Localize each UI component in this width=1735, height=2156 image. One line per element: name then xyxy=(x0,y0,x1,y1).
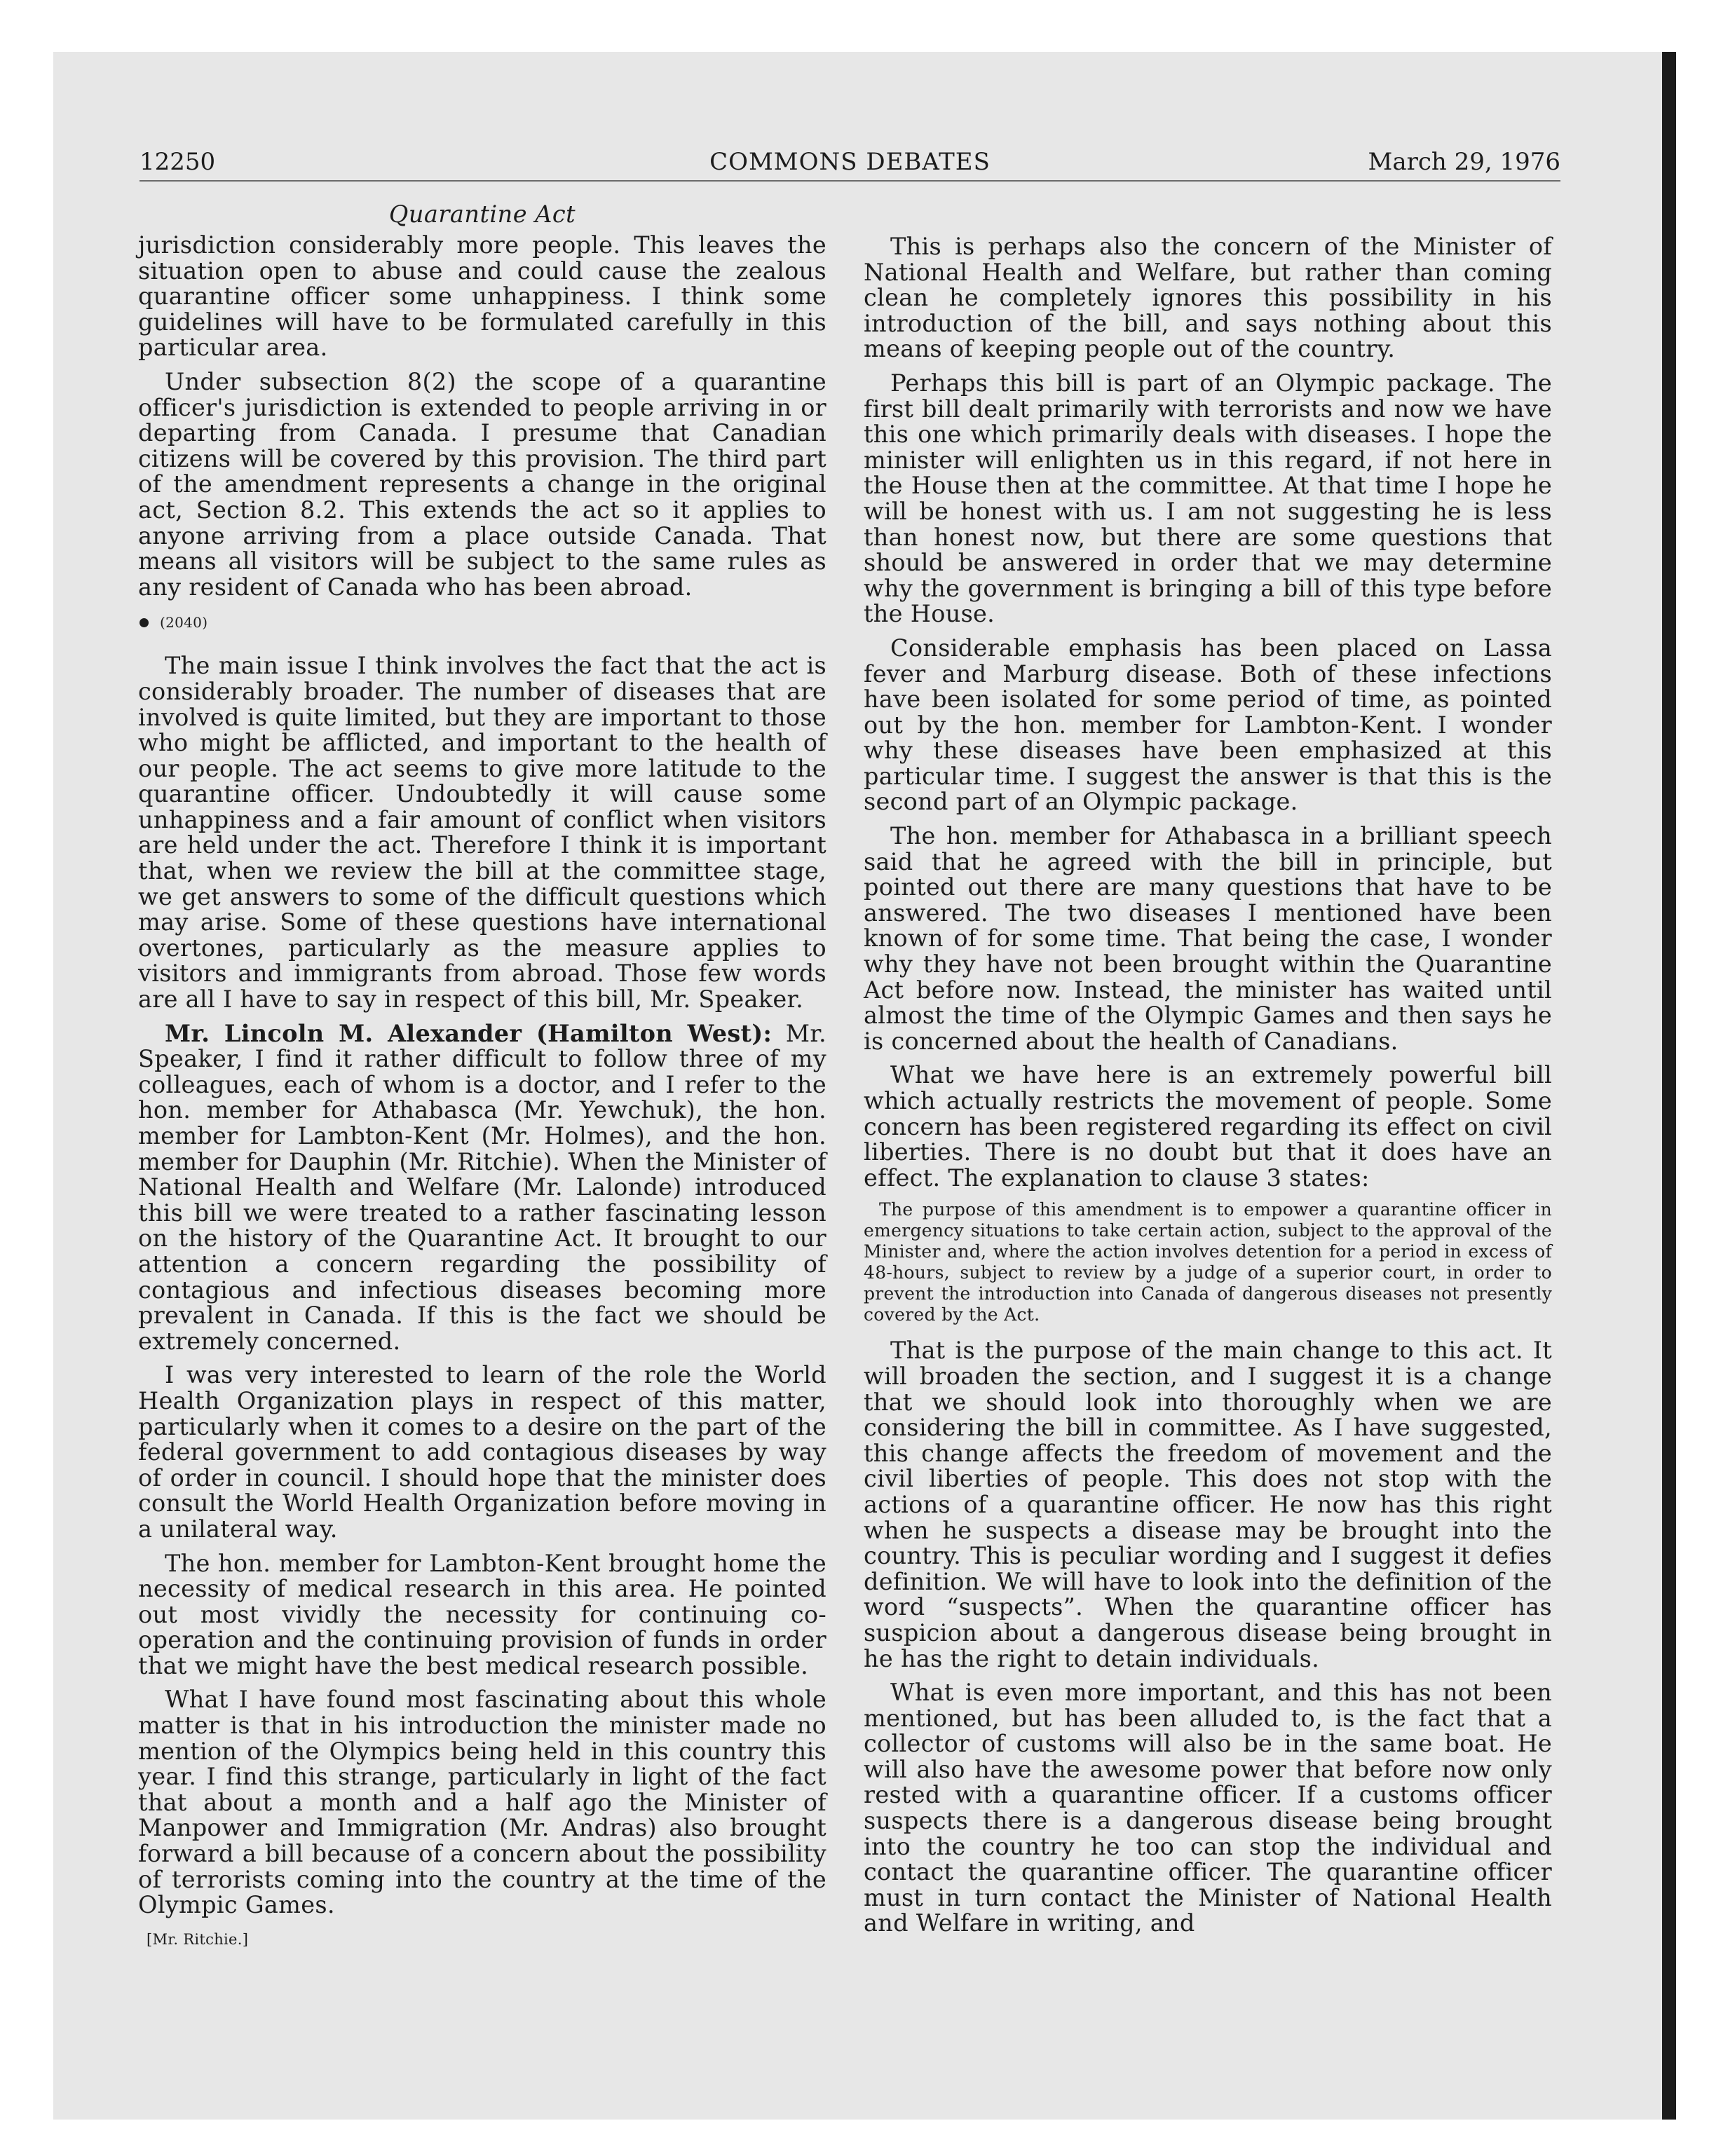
issue-date: March 29, 1976 xyxy=(1368,148,1560,176)
page-number: 12250 xyxy=(140,148,216,176)
block-quote: The purpose of this amendment is to empower a quarantine officer in emergency situations to take certain action, subject to the approval of the Minister and, where the action involves detention for a period in excess of 48-hours, subject to review by a judge of a superior court, in order to prevent the introduction into Canada of dangerous diseases not presently covered by the Act. xyxy=(864,1199,1552,1325)
paragraph: Perhaps this bill is part of an Olympic package. The first bill dealt primarily with terrorists and now we have this one which primarily deals with diseases. I hope the minister will enlighten us in this regard, if not here in the House then at the committee. At that time I hope he will be honest with us. I am not suggesting he is less than honest now, but there are some questions that should be answered in order that we may determine why the government is bringing a bill of this type before the House. xyxy=(864,369,1552,628)
paragraph: jurisdiction considerably more people. This leaves the situation open to abuse and could cause the zealous quarantine officer some unhappiness. I think some guidelines will have to be formulated carefully in this particular area. xyxy=(138,231,826,362)
time-marker xyxy=(138,608,826,636)
left-column xyxy=(138,196,826,1952)
paragraph: The hon. member for Athabasca in a brilliant speech said that he agreed with the bill in principle, but pointed out there are many questions that have to be answered. The two diseases I mentioned have been known of for some time. That being the case, I wonder why they have not been brought within the Quarantine Act before now. Instead, the minister has waited until almost the time of the Olympic Games and then says he is concerned about the health of Canadians. xyxy=(864,822,1552,1055)
paragraph: I was very interested to learn of the role the World Health Organization plays in respect of this matter, particularly when it comes to a desire on the part of the federal government to add contagious diseases by way of order in council. I should hope that the minister does consult the World Health Organization before moving in a unilateral way. xyxy=(138,1361,826,1543)
paragraph xyxy=(138,1021,826,1355)
paragraph: What I have found most fascinating about this whole matter is that in his introduction the minister made no mention of the Olympics being held in this country this year. I find this strange, particularly in light of the fact that about a month and a half ago the Minister of Manpower and Immigration (Mr. Andras) also brought forward a bill because of a concern about the possibility of terrorists coming into the country at the time of the Olympic Games. xyxy=(138,1686,826,1919)
right-column xyxy=(864,234,1552,1945)
paragraph: That is the purpose of the main change to this act. It will broaden the section, and I suggest it is a change that we should look into thoroughly when we are considering the bill in committee. As I have suggested, this change affects the freedom of movement and the civil liberties of people. This does not stop with the actions of a quarantine officer. He now has this right when he suspects a disease may be brought into the country. This is peculiar wording and I suggest it defies definition. We will have to look into the definition of the word “suspects”. When the quarantine officer has suspicion about a dangerous disease being brought in he has the right to detain individuals. xyxy=(864,1337,1552,1672)
bullet-icon xyxy=(140,618,149,627)
paragraph: The hon. member for Lambton-Kent brought home the necessity of medical research in this area. He pointed out most vividly the necessity for continuing co-operation and the continuing provision of funds in order that we might have the best medical research possible. xyxy=(138,1549,826,1679)
scan-edge-shadow xyxy=(1662,52,1676,2120)
page-header xyxy=(140,144,1560,182)
paragraph: The main issue I think involves the fact that the act is considerably broader. The number of diseases that are involved is quite limited, but they are important to those who might be afflicted, and important to the health of our people. The act seems to give more latitude to the quarantine officer. Undoubtedly it will cause some unhappiness and a fair amount of conflict when visitors are held under the act. Therefore I think it is important that, when we review the bill at the committee stage, we get answers to some of the difficult questions which may arise. Some of these questions have international overtones, particularly as the measure applies to visitors and immigrants from abroad. Those few words are all I have to say in respect of this bill, Mr. Speaker. xyxy=(138,652,826,1014)
speech-text: Mr. Speaker, I find it rather difficult to follow three of my colleagues, each of whom is a doctor, and I refer to the hon. member for Athabasca (Mr. Yewchuk), the hon. member for Lambton-Kent (Mr. Holmes), and the hon. member for Dauphin (Mr. Ritchie). When the Minister of National Health and Welfare (Mr. Lalonde) introduced this bill we were treated to a rather fascinating lesson on the history of the Quarantine Act. It brought to our attention a concern regarding the possibility of contagious and infectious diseases becoming more prevalent in Canada. If this is the fact we should be extremely concerned. xyxy=(138,1019,826,1355)
publication-title: COMMONS DEBATES xyxy=(709,148,991,176)
paragraph: This is perhaps also the concern of the Minister of National Health and Welfare, but rather than coming clean he completely ignores this possibility in his introduction of the bill, and says nothing about this means of keeping people out of the country. xyxy=(864,233,1552,363)
speaker-name: Mr. Lincoln M. Alexander (Hamilton West): xyxy=(165,1019,773,1047)
running-head: Quarantine Act xyxy=(388,200,576,228)
time-marker-label: (2040) xyxy=(160,614,208,632)
paragraph: Considerable emphasis has been placed on Lassa fever and Marburg disease. Both of these infections have been isolated for some period of time, as pointed out by the hon. member for Lambton-Kent. I wonder why these diseases have been emphasized at this particular time. I suggest the answer is that this is the second part of an Olympic package. xyxy=(864,634,1552,816)
paragraph: Under subsection 8(2) the scope of a quarantine officer's jurisdiction is extended to people arriving in or departing from Canada. I presume that Canadian citizens will be covered by this provision. The third part of the amendment represents a change in the original act, Section 8.2. This extends the act so it applies to anyone arriving from a place outside Canada. That means all visitors will be subject to the same rules as any resident of Canada who has been abroad. xyxy=(138,367,826,601)
paragraph: What is even more important, and this has not been mentioned, but has been alluded to, is the fact that a collector of customs will also be in the same boat. He will also have the awesome power that before now only rested with a quarantine officer. If a customs officer suspects there is a dangerous disease being brought into the country he too can stop the individual and contact the quarantine officer. The quarantine officer must in turn contact the Minister of National Health and Welfare in writing, and xyxy=(864,1679,1552,1937)
paragraph: What we have here is an extremely powerful bill which actually restricts the movement of people. Some concern has been registered regarding its effect on civil liberties. There is no doubt but that it does have an effect. The explanation to clause 3 states: xyxy=(864,1061,1552,1192)
speaker-footnote: [Mr. Ritchie.] xyxy=(147,1930,249,1948)
